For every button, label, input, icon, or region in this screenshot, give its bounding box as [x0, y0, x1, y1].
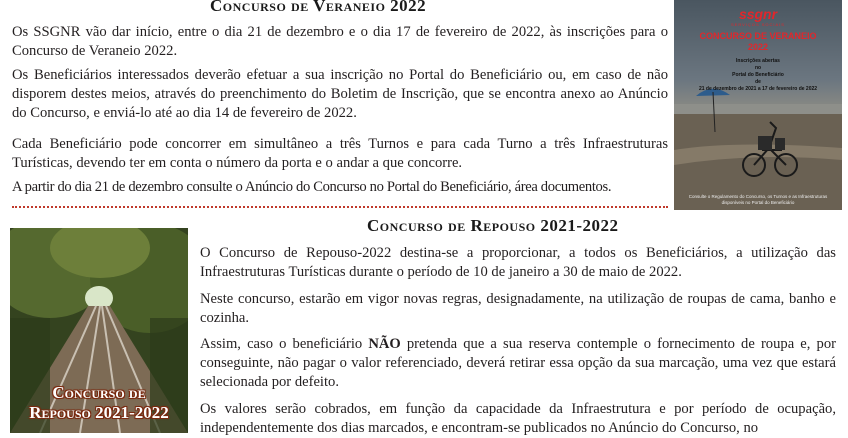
ssgnr-logo-subtitle: SERVIÇOS SOCIAIS — [731, 22, 785, 27]
section-divider — [12, 206, 668, 208]
paragraph-repouso-1: O Concurso de Repouso-2022 destina-se a proporcionar, a todos os Beneficiários, a utilização das Infraestruturas Turísticas durante o período de 10 de janeiro a 30 de maio de 2022. — [200, 245, 836, 280]
poster-info-line3: Portal do Beneficiário — [732, 72, 784, 78]
paragraph-veraneio-4: A partir do dia 21 de dezembro consulte o Anúncio do Concurso no Portal do Beneficiário, área documentos. — [12, 179, 612, 195]
poster-info-line4: de — [755, 79, 761, 85]
poster-info-line5: 21 de dezembro de 2021 a 17 de fevereiro de 2022 — [698, 86, 818, 92]
section-title-veraneio: Concurso de Veraneio 2022 — [210, 0, 427, 15]
repouso-poster-image — [10, 228, 188, 433]
section-title-repouso: Concurso de Repouso 2021-2022 — [367, 216, 619, 235]
paragraph-veraneio-1: Os SSGNR vão dar início, entre o dia 21 de dezembro e o dia 17 de fevereiro de 2022, às inscrições para o Concurso de Veraneio 2022. — [12, 24, 668, 59]
poster-title-line2: 2022 — [747, 42, 769, 52]
repouso-poster-title-line1: Concurso de — [52, 383, 146, 402]
repouso-poster-title — [10, 383, 188, 423]
poster-title — [674, 31, 842, 53]
paragraph-veraneio-3: Cada Beneficiário pode concorrer em simultâneo a três Turnos e para cada Turno a três Infraestruturas Turísticas, devendo ter em conta o número da porta e o andar a que concorre. — [12, 136, 668, 171]
poster-info-line1: Inscrições abertas — [736, 58, 780, 64]
paragraph-repouso-3-end: pretenda que a sua reserva contemple o fornecimento de roupa e, por conseguinte, não pagar o valor referenciado, deverá retirar essa opção da sua marcação, uma vez que estará selecionada por defeito. — [200, 336, 836, 390]
poster-info-line2: no — [754, 65, 762, 71]
paragraph-repouso-2: Neste concurso, estarão em vigor novas regras, designadamente, na utilização de roupas de cama, banho e cozinha. — [200, 291, 836, 326]
repouso-poster-title-line2: Repouso 2021-2022 — [29, 403, 169, 422]
poster-footer: Consulte o Regulamento do Concurso, os Turnos e as Infraestruturas disponíveis no Portal do Beneficiário — [688, 194, 828, 205]
paragraph-veraneio-2: Os Beneficiários interessados deverão efetuar a sua inscrição no Portal do Beneficiário ou, em caso de não disporem destes meios, através do preenchimento do Boletim de Inscrição, que se encontra anexo ao Anúncio do Concurso, e enviá-lo até ao dia 14 de fevereiro de 2022. — [12, 67, 668, 121]
paragraph-repouso-3 — [200, 335, 836, 392]
paragraph-repouso-4: Os valores serão cobrados, em função da capacidade da Infraestrutura e por período de ocupação, independentemente dos dias marcados, e encontram-se publicados no Anúncio do Concurso, no — [200, 401, 836, 436]
poster-info — [682, 58, 834, 93]
ssgnr-logo: ssgnr — [738, 6, 778, 22]
emphasis-nao: NÃO — [368, 336, 401, 352]
paragraph-repouso-3-start: Assim, caso o beneficiário — [200, 336, 369, 352]
poster-title-line1: CONCURSO DE VERANEIO — [699, 31, 817, 41]
veraneio-poster-image — [674, 0, 842, 210]
